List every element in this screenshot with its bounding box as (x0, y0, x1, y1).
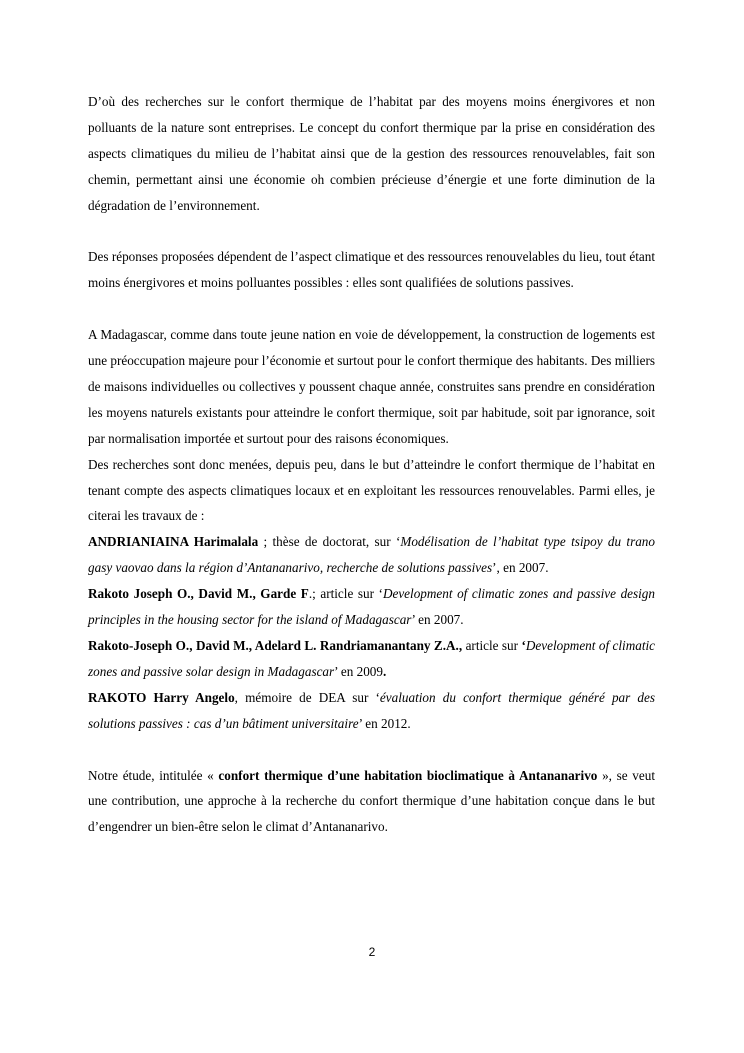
reference-title: Development of climatic zones and passive design principles in the housing sector for the island of Madagascar (88, 586, 655, 628)
study-title: confort thermique d’une habitation bioclimatique à Antananarivo (218, 767, 598, 783)
reference-prefix: article sur (462, 638, 522, 653)
reference-title: Modélisation de l’habitat type tsipoy du trano gasy vaovao dans la région d’Antananarivo, recherche de solutions passives (88, 534, 655, 576)
reference-prefix: .; article sur ‘ (308, 586, 383, 602)
paragraph-research: Des recherches sont donc menées, depuis peu, dans le but d’atteindre le confort thermique de l’habitat en tenant compte des aspects climatiques locaux et en exploitant les ressources renouvelables. Parmi elles, je citerai les travaux de : (88, 456, 655, 524)
document-body (88, 89, 655, 840)
paragraph-gap (88, 296, 655, 322)
reference-rakoto-2009 (88, 633, 655, 685)
paragraph-conclusion (88, 763, 655, 841)
reference-rakoto-2012 (88, 685, 655, 737)
reference-authors: Rakoto Joseph O., David M., Garde F (88, 586, 309, 602)
reference-andrianiaina (88, 529, 655, 581)
reference-suffix: ’ en 2007. (411, 612, 464, 628)
conclusion-lead: Notre étude, intitulée « (88, 767, 219, 783)
page-number: 2 (368, 945, 376, 959)
reference-authors: ANDRIANIAINA Harimalala (88, 534, 259, 550)
reference-title: Development of climatic zones and passive solar design in Madagascar (88, 638, 656, 679)
paragraph-gap (88, 737, 655, 763)
conclusion-rest: », se veut une contribution, une approche à la recherche du confort thermique d’une habitation conçue dans le but d’engendrer un bien-être selon le climat d’Antananarivo. (88, 767, 655, 835)
paragraph-intro: D’où des recherches sur le confort thermique de l’habitat par des moyens moins énergivores et non polluants de la nature sont entreprises. Le concept du confort thermique par la prise en considération des aspects climatiques du milieu de l’habitat ainsi que de la gestion des ressources renouvelables, fait son chemin, permettant ainsi une économie oh combien précieuse d’énergie et une forte diminution de la dégradation de l’environnement. (88, 94, 655, 213)
reference-rakoto-2007 (88, 581, 655, 633)
reference-suffix: ’, en 2007. (492, 560, 549, 576)
reference-authors: Rakoto-Joseph O., David M., Adelard L. Randriamanantany Z.A., (88, 638, 463, 653)
paragraph-gap (88, 219, 655, 245)
reference-suffix: ’ en 2009 (334, 663, 383, 679)
reference-title: évaluation du confort thermique généré par des solutions passives : cas d’un bâtiment universitaire (88, 689, 656, 731)
paragraph-madagascar: A Madagascar, comme dans toute jeune nation en voie de développement, la construction de logements est une préoccupation majeure pour l’économie et surtout pour le confort thermique des habitants. Des milliers de maisons individuelles ou collectives y poussent chaque année, construites sans prendre en considération les moyens naturels existants pour atteindre le confort thermique, soit par habitude, soit par ignorance, soit par normalisation importée et surtout pour des raisons économiques. (88, 327, 655, 446)
reference-quote-open: ‘ (521, 638, 526, 653)
reference-authors: RAKOTO Harry Angelo (88, 689, 235, 705)
reference-prefix: , mémoire de DEA sur ‘ (234, 689, 380, 705)
reference-end: . (383, 663, 387, 679)
paragraph-passive-solutions: Des réponses proposées dépendent de l’aspect climatique et des ressources renouvelables du lieu, tout étant moins énergivores et moins polluantes possibles : elles sont qualifiées de solutions passives. (88, 249, 655, 291)
reference-suffix: ’ en 2012. (358, 715, 411, 731)
reference-prefix: ; thèse de doctorat, sur ‘ (258, 534, 401, 550)
